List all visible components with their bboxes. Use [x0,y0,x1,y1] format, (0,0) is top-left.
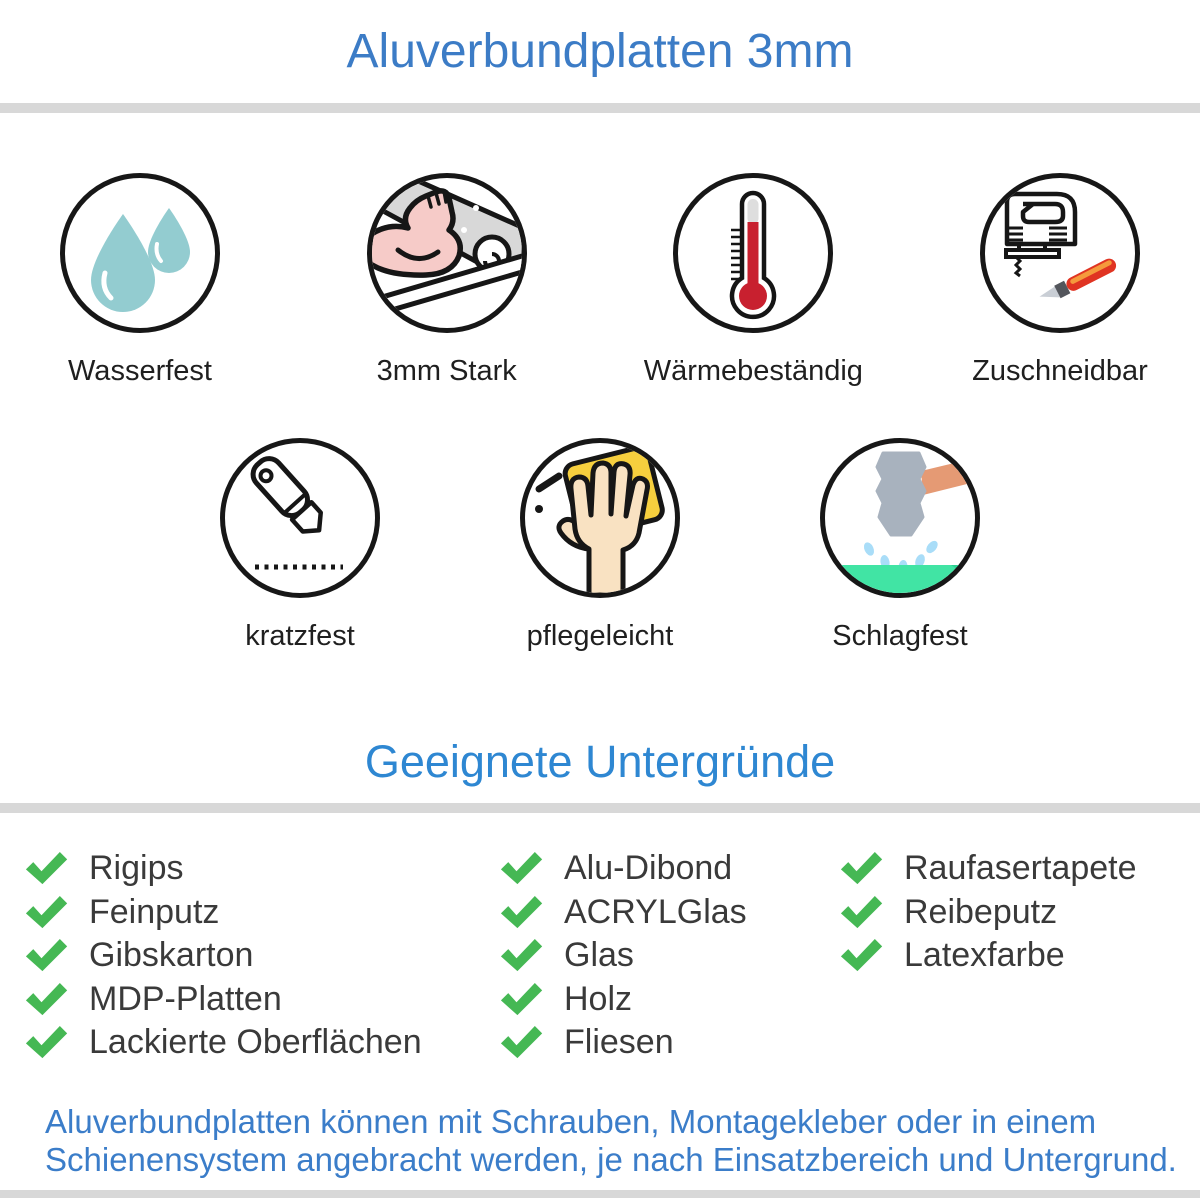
feature-pflegeleicht [480,438,720,653]
feature-wasserfest [20,173,260,388]
substrates-list [0,847,1200,1065]
check-icon [500,895,544,930]
hammer-impact-icon [820,438,980,598]
section-title: Geeignete Untergründe [364,736,836,787]
jigsaw-cutter-icon [980,173,1140,333]
feature-zuschneidbar [940,173,1180,388]
substrate-item: Alu-Dibond [500,847,840,891]
feature-schlagfest [780,438,1020,653]
feature-label: 3mm Stark [376,355,517,387]
divider [0,803,1200,813]
feature-label: Zuschneidbar [972,355,1148,387]
feature-label: pflegeleicht [526,620,674,652]
check-icon [500,938,544,973]
divider [0,1190,1200,1198]
page-title: Aluverbundplatten 3mm [346,25,854,78]
substrate-item: Holz [500,978,840,1022]
feature-label: Wasserfest [68,355,212,387]
check-icon [25,982,69,1017]
substrate-item: ACRYLGlas [500,891,840,935]
water-drops-icon [60,173,220,333]
substrate-item: Glas [500,934,840,978]
mounting-note-line-1: Aluverbundplatten können mit Schrauben, Montagekleber oder in einem [45,1102,1097,1140]
features-row-1 [0,173,1200,388]
substrate-item: Fliesen [500,1021,840,1065]
thermometer-icon [673,173,833,333]
feature-label: Wärmebeständig [643,355,863,387]
feature-kratzfest [180,438,420,653]
check-icon [25,851,69,886]
substrate-item: Latexfarbe [840,934,1200,978]
mounting-note-line-2: Schienensystem angebracht werden, je nach Einsatzbereich und Untergrund. [45,1140,1177,1178]
feature-label: kratzfest [245,620,355,652]
substrate-item: MDP-Platten [25,978,500,1022]
feature-3mm-stark [327,173,567,388]
check-icon [840,851,884,886]
check-icon [500,851,544,886]
features-row-2 [0,438,1200,653]
substrate-item: Lackierte Oberflächen [25,1021,500,1065]
check-icon [840,938,884,973]
feature-waermebestaendig [633,173,873,388]
substrates-column-3 [840,847,1200,1065]
substrates-column-2 [500,847,840,1065]
feature-label: Schlagfest [832,620,968,652]
wiping-hand-icon [520,438,680,598]
check-icon [500,982,544,1017]
utility-knife-icon [220,438,380,598]
substrate-item: Raufasertapete [840,847,1200,891]
mounting-note [45,1103,1200,1179]
substrate-item: Feinputz [25,891,500,935]
check-icon [25,938,69,973]
substrate-item: Reibeputz [840,891,1200,935]
check-icon [500,1025,544,1060]
substrate-item: Rigips [25,847,500,891]
flexed-arm-panel-icon [367,173,527,333]
substrate-item: Gibskarton [25,934,500,978]
check-icon [840,895,884,930]
check-icon [25,895,69,930]
divider [0,103,1200,113]
check-icon [25,1025,69,1060]
substrates-column-1 [25,847,500,1065]
